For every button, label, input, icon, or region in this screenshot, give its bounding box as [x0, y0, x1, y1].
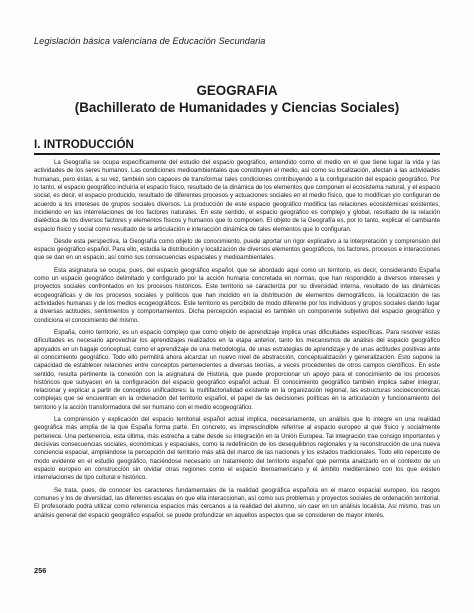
title-line-2: (Bachillerato de Humanidades y Ciencias Sociales): [74, 100, 400, 115]
paragraph: La comprensión y explicación del espacio territorial español actual implica, necesariamente, un análisis que lo integre en una realidad geográfica más amplia de la que España forma parte. En concreto, es imprescindible referirse al espacio europeo al que físico y socialmente pertenece. Una pertenencia, esta última, más estrecha a cabe desde su integración en la Unión Europea. Tal integración trae consigo importantes y decisivas consecuencias sociales, económicas y espaciales, como la redefinición de los desequilibrios regionales y la reconstrucción de una nueva conciencia espacial, ampliándose la percepción del territorio más allá del marco de las naciones y los estados tradicionales. Todo ello repercute de modo evidente en el estudio geográfico, haciéndose necesario un tratamiento del territorio español que permita analizarlo en el contexto de un espacio europeo en construcción sin olvidar otras regiones como el espacio iberoamericano y el ámbito mediterráneo con los que existen interrelaciones de tipo cultural e histórico.: [34, 416, 440, 482]
section-heading: I. INTRODUCCIÓN: [34, 138, 134, 151]
section-divider: [34, 153, 440, 155]
document-title: [0, 82, 474, 116]
paragraph: Desde esta perspectiva, la Geografía como objeto de conocimiento, puede aportar un rigor explicativo a la interpretación y comprensión del espacio geográfico español. Para ello, estudia la distribución y localización de diversos elementos geográficos, los factores, procesos e interacciones que se dan en un espacio, así como sus consecuencias espaciales y medioambientales.: [34, 237, 440, 262]
paragraph: Se trata, pues, de conocer los caracteres fundamentales de la realidad geográfica española en el marco espacial europeo, los rasgos comunes y los de diversidad, las diferentes escalas en que ella interaccionan, así como sus problemas y proyectos sociales de ordenación territorial. El profesorado podrá utilizar como referencia espacios más cercanos a la realidad del alumno, sin caer en un análisis localista. Así mismo, tras un análisis general del espacio geográfico español, se puede profundizar en aquellos aspectos que se consideren de mayor interés.: [34, 486, 440, 519]
title-line-1: GEOGRAFIA: [196, 83, 278, 98]
page-number: 256: [34, 566, 47, 575]
paragraph: Esta asignatura se ocupa, pues, del espacio geográfico español, que se abordado aquí como un territorio, es decir, considerando España como un espacio geográfico delimitado y configurado por la acción humana concretada en normas, que han respondido a diversos intereses y proyectos sociales confrontados en los procesos históricos. Este territorio se caracteriza por su diversidad interna, resultado de las dinámicas ecogeográficas y de los procesos sociales y políticos que han incidido en la distribución de elementos demográficos, la localización de las actividades humanas y de los medios ecogeográficos. Este territorio es percibido de modo diferente por los individuos y grupos sociales dando lugar a diversas actitudes, sentimientos y comportamientos. Dicha percepción espacial es también un componente subjetivo del espacio geográfico y condiciona el conocimiento del mismo.: [34, 266, 440, 324]
running-header: Legislación básica valenciana de Educación Secundaria: [34, 36, 266, 46]
paragraph: España, como territorio, es un espacio complejo que como objeto de aprendizaje implica unas dificultades específicas. Para resolver estas dificultades es necesario aprovechar los aprendizajes realizados en la etapa anterior, tanto los mecanismos de análisis del espacio geográfico apoyados en un bagaje conceptual, como el aprendizaje de una metodología, de unas estrategias de aprendizaje y de unas actitudes positivas ante el conocimiento geográfico. Todo ello permitirá ahora alcanzar un nuevo nivel de abstracción, conceptualización y generalización. Esto supone la capacidad de establecer relaciones entre conceptos pertenecientes a diversas teorías, a veces procedentes de otros campos científicos. En este sentido, resulta pertinente la conexión con la asignatura de Historia, que puede proporcionar un apoyo para el conocimiento de los procesos históricos que subyacen en la configuración del espacio geográfico español actual. El conocimiento geográfico también implica saber integrar, relacionar y explicar a partir de conceptos unificadores: la multifactorialidad existente en la organización regional, las estructuras socioeconómicas complejas que se encuentran en la ordenación del territorio español, el papel de las decisiones políticas en la articulación y funcionamiento del territorio y la acción transformadora del ser humano con el medio ecogeográfico.: [34, 328, 440, 411]
paragraph: La Geografía se ocupa específicamente del estudio del espacio geográfico, entendido como el medio en el que tiene lugar la vida y las actividades de los seres humanos. Las condiciones medioambientales que constituyen el medio, así como su localización, afectan a las actividades humanas, pero éstas, a su vez, también son capaces de transformar tales condiciones contribuyendo a la configuración del espacio geográfico. Por lo tanto, el espacio geográfico incluiría el espacio físico, resultado de la dinámica de los elementos que componen el ecosistema natural, y el espacio social, es decir, el espacio producido, resultado de diferentes procesos y actuaciones sociales en el medio físico, que lo modifican y/o configuran de acuerdo a los intereses de grupos sociales diversos. La producción de este espacio geográfico modifica las relaciones ecosistémicas existentes, incidiendo en las interrelaciones de los factores naturales. En este sentido, el espacio geográfico es complejo y global, resultado de la relación dialéctica de los diversos factores y elementos físicos y humanos que lo componen. El objeto de la Geografía es, por lo tanto, explicar el cambiante espacio físico y social como resultado de la articulación e interacción dinámica de tales elementos que lo configuran.: [34, 159, 440, 233]
body-text: [34, 159, 440, 524]
